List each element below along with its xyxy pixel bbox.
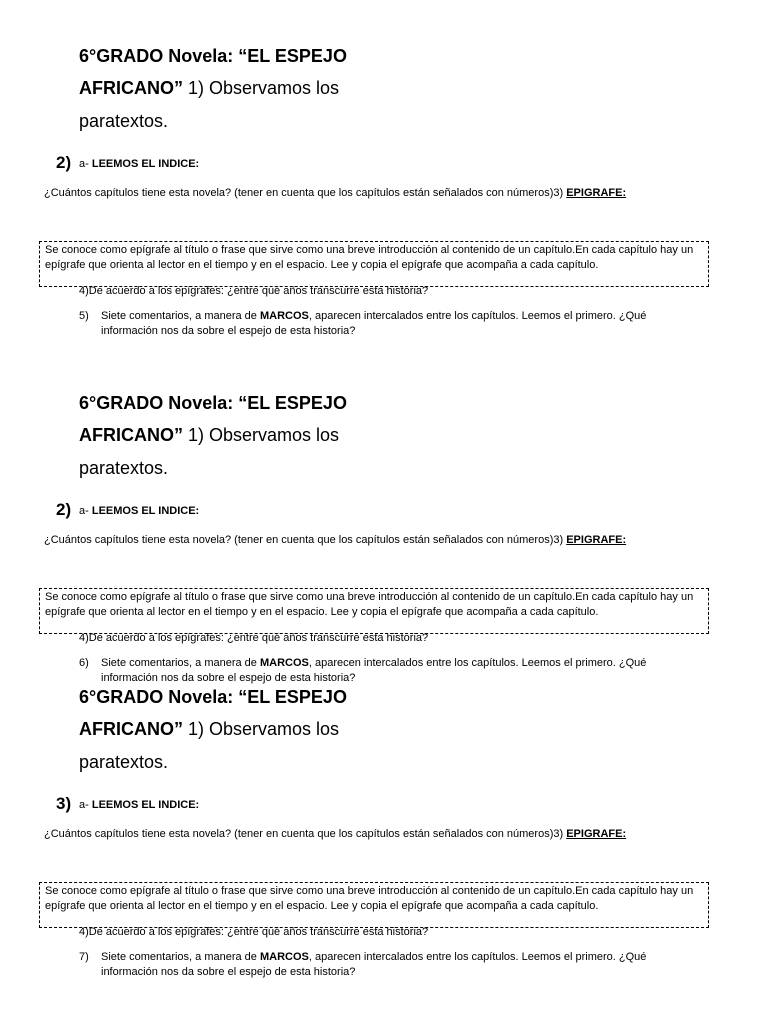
section-label: a- LEEMOS EL INDICE: [79, 799, 200, 811]
marcos-question: 5) Siete comentarios, a manera de MARCOS, aparecen intercalados entre los capítulos. Leemos el primero. ¿Qué información nos da sobre el espejo de esta historia? [79, 310, 647, 337]
years-question: 4)De acuerdo a los epígrafes: ¿entre qué años transcurre esta historia? [79, 285, 429, 297]
item-number: 5) [79, 310, 89, 322]
marcos-question: 7) Siete comentarios, a manera de MARCOS, aparecen intercalados entre los capítulos. Leemos el primero. ¿Qué información nos da sobre el espejo de esta historia? [79, 951, 647, 978]
epigrafe-definition: Se conoce como epígrafe al título o frase que sirve como una breve introducción al contenido de un capítulo.En cada capítulo hay un epígrafe que orienta al lector en el tiempo y en el espacio. Lee y copia el epígrafe que acompaña a cada capítulo. [45, 244, 694, 271]
section-label: a- LEEMOS EL INDICE: [79, 505, 200, 517]
epigrafe-heading: EPIGRAFE: [566, 187, 627, 199]
item-number: 7) [79, 951, 89, 963]
chapters-question: ¿Cuántos capítulos tiene esta novela? (tener en cuenta que los capítulos están señalados con números)3) EPIGRAFE: [44, 187, 627, 199]
title-line-2: AFRICANO” 1) Observamos los [79, 719, 340, 739]
worksheet-block-3 [0, 641, 768, 978]
section-number: 2) [56, 153, 72, 172]
title-line-3: paratextos. [79, 458, 169, 478]
section-number: 2) [56, 500, 72, 519]
epigrafe-definition: Se conoce como epígrafe al título o frase que sirve como una breve introducción al contenido de un capítulo.En cada capítulo hay un epígrafe que orienta al lector en el tiempo y en el espacio. Lee y copia el epígrafe que acompaña a cada capítulo. [45, 885, 694, 912]
item-number: 6) [79, 657, 89, 669]
title-line-2: AFRICANO” 1) Observamos los [79, 78, 340, 98]
section-label: a- LEEMOS EL INDICE: [79, 158, 200, 170]
worksheet-block-2 [0, 347, 768, 684]
title-line-3: paratextos. [79, 752, 169, 772]
epigrafe-heading: EPIGRAFE: [566, 828, 627, 840]
title-line-1: 6°GRADO Novela: “EL ESPEJO [79, 393, 347, 413]
title-line-1: 6°GRADO Novela: “EL ESPEJO [79, 46, 347, 66]
chapters-question: ¿Cuántos capítulos tiene esta novela? (tener en cuenta que los capítulos están señalados con números)3) EPIGRAFE: [44, 534, 627, 546]
years-question: 4)De acuerdo a los epígrafes: ¿entre qué años transcurre esta historia? [79, 926, 429, 938]
marcos-question: 6) Siete comentarios, a manera de MARCOS, aparecen intercalados entre los capítulos. Leemos el primero. ¿Qué información nos da sobre el espejo de esta historia? [79, 657, 647, 684]
worksheet-block-1 [0, 0, 768, 337]
epigrafe-heading: EPIGRAFE: [566, 534, 627, 546]
epigrafe-definition: Se conoce como epígrafe al título o frase que sirve como una breve introducción al contenido de un capítulo.En cada capítulo hay un epígrafe que orienta al lector en el tiempo y en el espacio. Lee y copia el epígrafe que acompaña a cada capítulo. [45, 591, 694, 618]
title-line-2: AFRICANO” 1) Observamos los [79, 425, 340, 445]
section-number: 3) [56, 794, 72, 813]
chapters-question: ¿Cuántos capítulos tiene esta novela? (tener en cuenta que los capítulos están señalados con números)3) EPIGRAFE: [44, 828, 627, 840]
title-line-1: 6°GRADO Novela: “EL ESPEJO [79, 687, 347, 707]
title-line-3: paratextos. [79, 111, 169, 131]
years-question: 4)De acuerdo a los epígrafes: ¿entre qué años transcurre esta historia? [79, 632, 429, 644]
